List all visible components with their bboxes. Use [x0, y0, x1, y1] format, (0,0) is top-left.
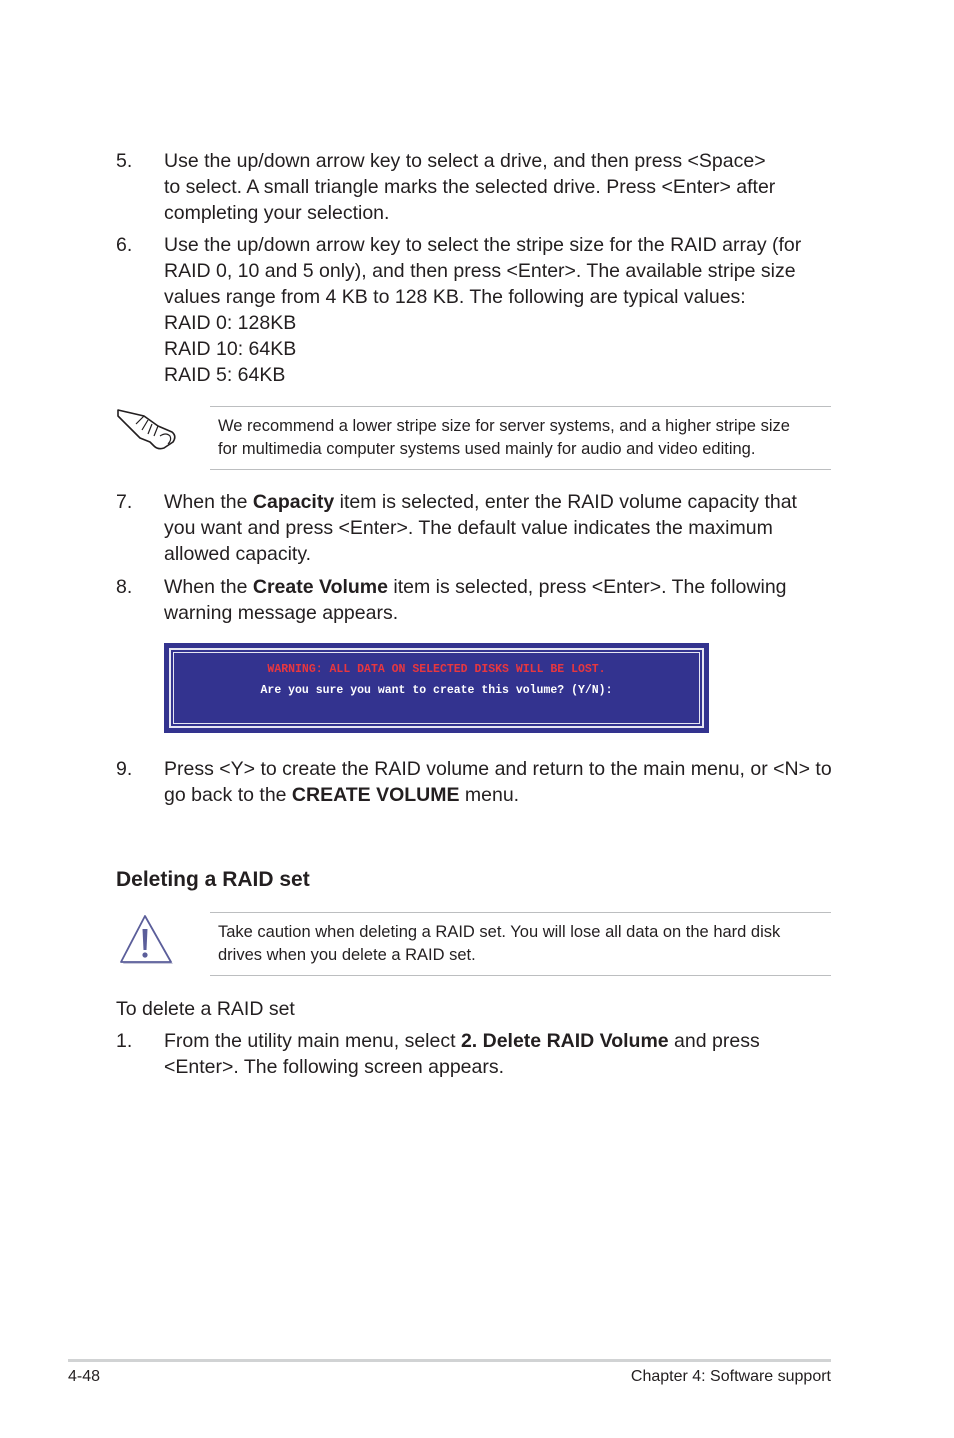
step-line: Press <Y> to create the RAID volume and return to the main menu, or <N> to: [164, 758, 832, 780]
pointing-hand-icon: [114, 402, 180, 452]
note-line: for multimedia computer systems used mainly for audio and video editing.: [218, 440, 756, 458]
page-number: 4-48: [68, 1368, 101, 1385]
step-text-run: When the: [164, 491, 253, 513]
step-number: 9.: [116, 758, 133, 780]
menu-item-term: Capacity: [252, 491, 335, 513]
menu-item-term: 2. Delete RAID Volume: [460, 1030, 669, 1052]
confirm-prompt: Are you sure you want to create this volume? (Y/N):: [260, 684, 613, 697]
step-text-run: menu.: [459, 784, 520, 806]
footer-rule: [68, 1359, 831, 1362]
step-text: [164, 1028, 836, 1080]
step-text-run: and press: [668, 1030, 760, 1052]
step-line: warning message appears.: [164, 602, 399, 624]
step-line: you want and press <Enter>. The default value indicates the maximum: [164, 517, 773, 539]
step-number: 8.: [116, 576, 133, 598]
stripe-value: RAID 0: 128KB: [164, 312, 297, 334]
procedure-intro: To delete a RAID set: [116, 998, 295, 1020]
bios-warning-screen: [164, 643, 709, 733]
step-line: [164, 489, 836, 515]
note-line: We recommend a lower stripe size for server systems, and a higher stripe size: [218, 417, 790, 435]
caution-text: [218, 921, 780, 967]
step-text: [164, 574, 836, 626]
caution-line: drives when you delete a RAID set.: [218, 946, 476, 964]
caution-box: [210, 912, 831, 976]
menu-item-term: CREATE VOLUME: [291, 784, 460, 806]
step-text-run: From the utility main menu, select: [164, 1030, 461, 1052]
step-line: Use the up/down arrow key to select the stripe size for the RAID array (for: [164, 234, 802, 256]
step-text: [164, 232, 836, 388]
note-text: [218, 415, 790, 461]
step-number: 7.: [116, 491, 133, 513]
section-heading: Deleting a RAID set: [116, 868, 310, 891]
stripe-value: RAID 10: 64KB: [164, 338, 297, 360]
step-text-run: item is selected, enter the RAID volume capacity that: [334, 491, 797, 513]
step-line: [164, 782, 836, 808]
note-box: [210, 406, 831, 470]
step-number: 1.: [116, 1030, 133, 1052]
step-line: [164, 574, 836, 600]
step-text: [164, 489, 836, 567]
step-number: 5.: [116, 150, 133, 172]
step-number: 6.: [116, 234, 133, 256]
warning-message: WARNING: ALL DATA ON SELECTED DISKS WILL BE LOST.: [267, 663, 606, 676]
step-line: completing your selection.: [164, 202, 390, 224]
step-text: [164, 148, 836, 226]
menu-item-term: Create Volume: [252, 576, 388, 598]
warning-triangle-icon: [116, 913, 176, 967]
chapter-title: Chapter 4: Software support: [630, 1368, 831, 1385]
step-line: RAID 0, 10 and 5 only), and then press <Enter>. The available stripe size: [164, 260, 796, 282]
step-text-run: go back to the: [164, 784, 292, 806]
step-line: values range from 4 KB to 128 KB. The following are typical values:: [164, 286, 746, 308]
caution-line: Take caution when deleting a RAID set. You will lose all data on the hard disk: [218, 923, 781, 941]
step-line: to select. A small triangle marks the selected drive. Press <Enter> after: [164, 176, 776, 198]
step-line: Use the up/down arrow key to select a drive, and then press <Space>: [164, 150, 766, 172]
stripe-value: RAID 5: 64KB: [164, 364, 286, 386]
step-text: [164, 756, 836, 808]
step-text-run: item is selected, press <Enter>. The following: [388, 576, 787, 598]
step-text-run: When the: [164, 576, 253, 598]
step-line: allowed capacity.: [164, 543, 312, 565]
step-line: <Enter>. The following screen appears.: [164, 1056, 505, 1078]
step-line: [164, 1028, 836, 1054]
